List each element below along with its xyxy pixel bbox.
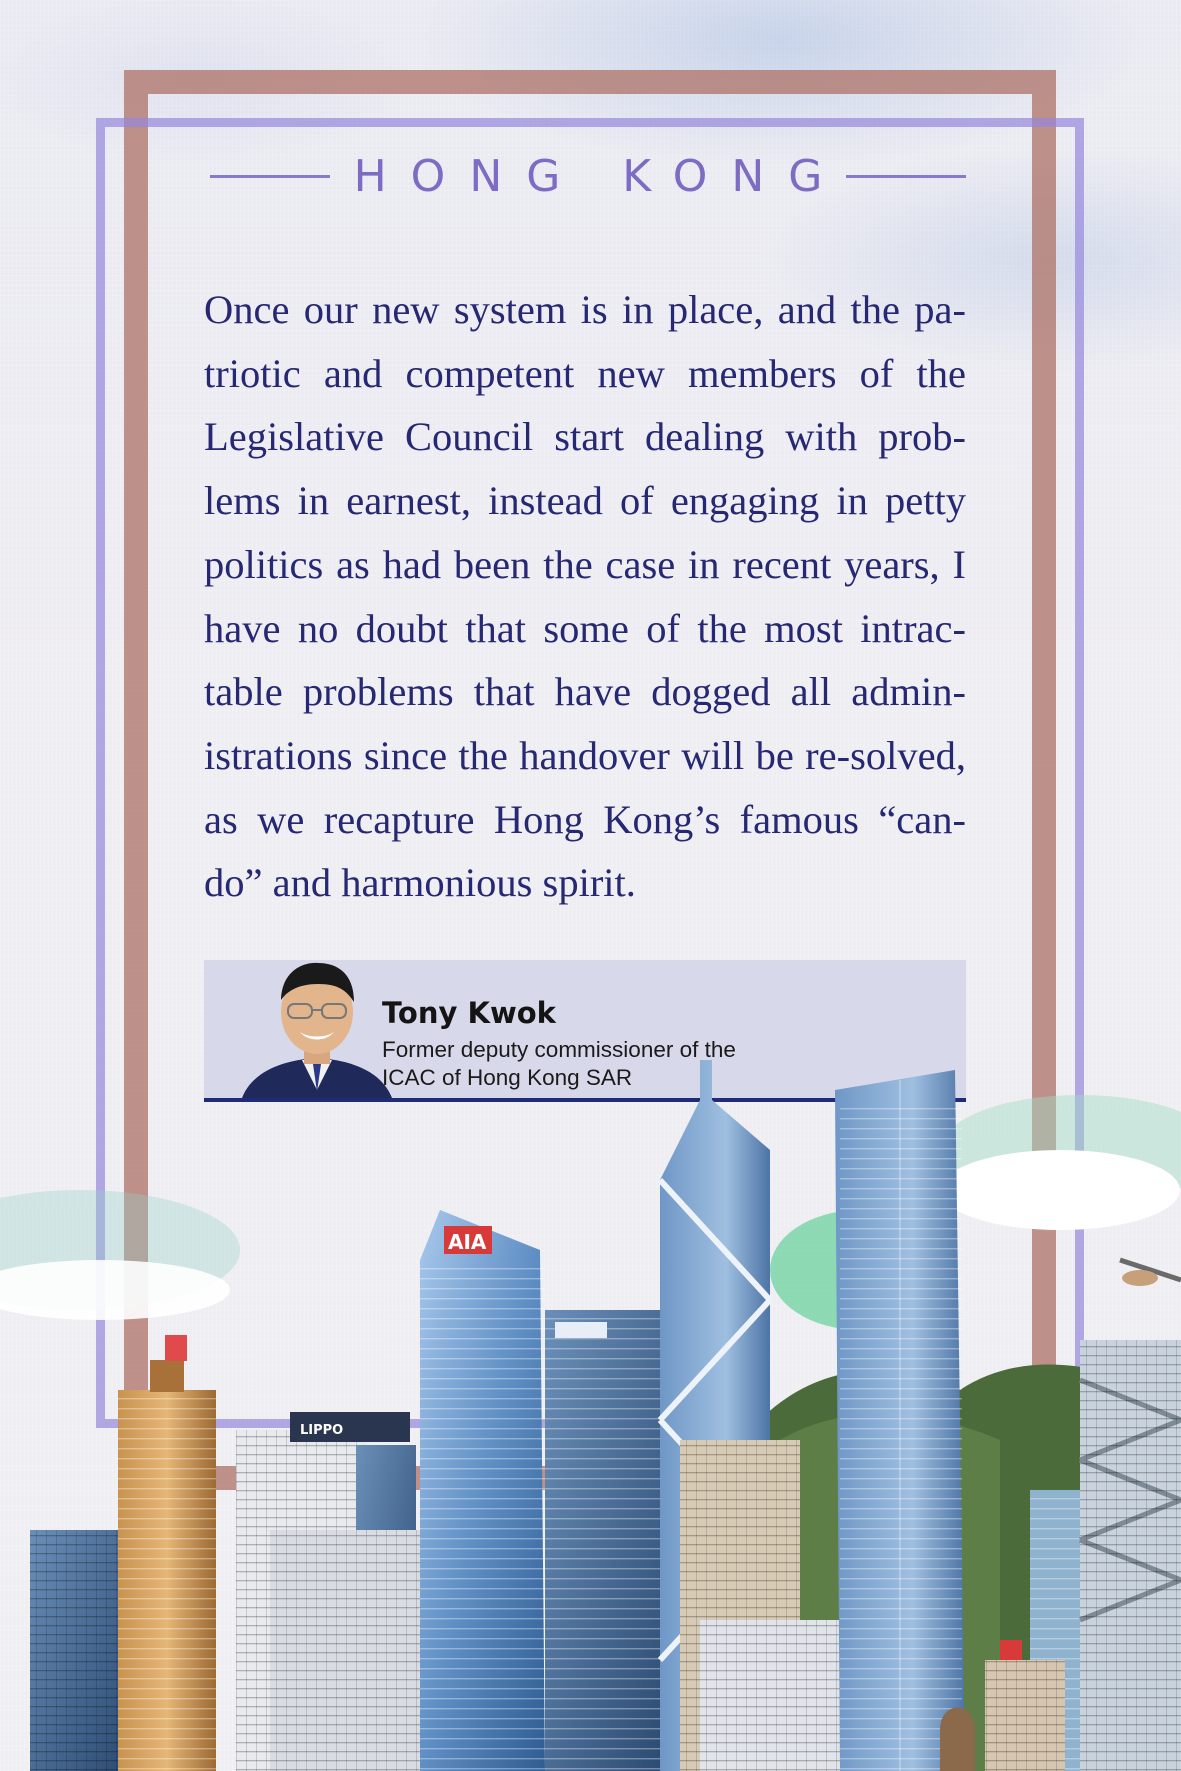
header-left-rule	[210, 175, 330, 178]
header-right-rule	[846, 175, 966, 178]
author-role: Former deputy commissioner of the ICAC of Hong Kong SAR	[382, 1037, 736, 1090]
city-skyline-illustration	[0, 1060, 1181, 1771]
header	[210, 148, 966, 204]
quote-text: Once our new system is in place, and the pa-triotic and competent new members of the Legislative Council start dealing with prob-lems in earnest, instead of engaging in petty politics as had been the case in recent years, I have no doubt that some of the most intrac-table problems that have dogged all admin-istrations since the handover will be re-solved, as we recapture Hong Kong’s famous “can-do” and harmonious spirit.	[204, 287, 966, 906]
author-name: Tony Kwok	[382, 996, 556, 1030]
header-title: HONG KONG	[353, 150, 847, 202]
aia-sign: AIA	[448, 1230, 487, 1254]
lippo-sign: LIPPO	[300, 1423, 344, 1438]
